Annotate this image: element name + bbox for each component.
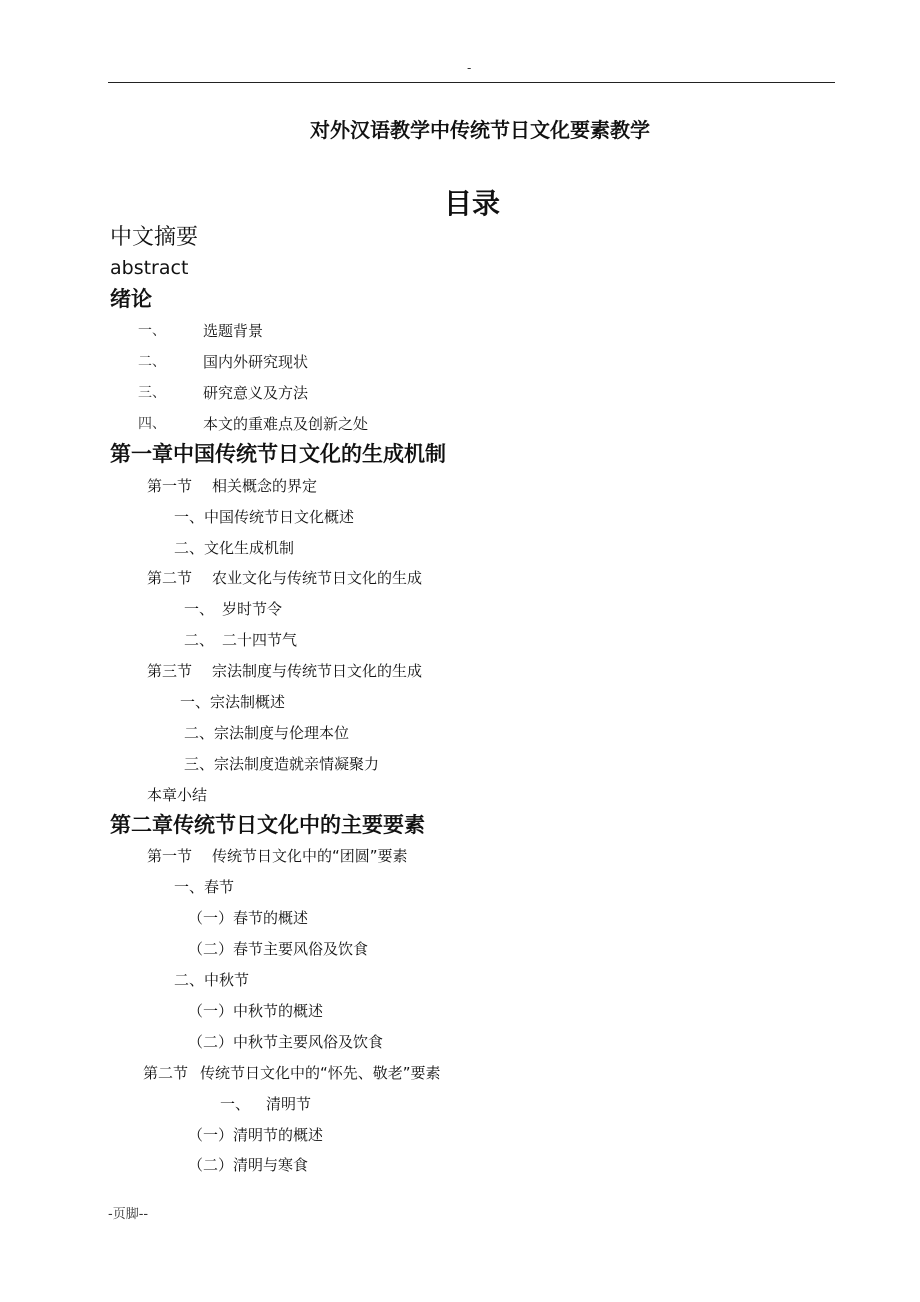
footer-text: -页脚-- (108, 1207, 149, 1222)
toc-entry-ch1-s1-item-1[interactable]: 一、中国传统节日文化概述 (174, 508, 355, 526)
toc-entry-ch1-summary[interactable]: 本章小结 (147, 786, 208, 804)
entry-number: 一、 (138, 323, 166, 339)
section-number: 第二节 (147, 569, 193, 587)
toc-title: 目录 (443, 187, 500, 220)
section-number: 第三节 (147, 662, 193, 680)
entry-text: 清明节 (266, 1095, 312, 1113)
entry-number: 四、 (138, 416, 166, 432)
section-number: 第一节 (147, 477, 193, 495)
section-text: 宗法制度与传统节日文化的生成 (212, 662, 423, 680)
entry-text: 本文的重难点及创新之处 (203, 415, 369, 433)
entry-number: 二、 (184, 631, 215, 649)
entry-text: 选题背景 (203, 322, 264, 340)
section-number: 第二节 (143, 1064, 189, 1082)
section-text: 传统节日文化中的“怀先、敬老”要素 (200, 1064, 441, 1082)
toc-entry-abstract-en[interactable]: abstract (110, 257, 189, 279)
header-mark: - (467, 61, 472, 75)
document-title: 对外汉语教学中传统节日文化要素教学 (310, 118, 650, 142)
entry-text: 二十四节气 (222, 631, 298, 649)
toc-entry-chapter-2[interactable]: 第二章传统节日文化中的主要要素 (110, 813, 425, 837)
entry-number: 一、 (220, 1095, 251, 1113)
toc-entry-ch1-s3-item-3[interactable]: 三、宗法制度造就亲情凝聚力 (184, 755, 380, 773)
toc-entry-ch2-item-midautumn-a[interactable]: （一）中秋节的概述 (188, 1002, 324, 1020)
toc-entry-chapter-1[interactable]: 第一章中国传统节日文化的生成机制 (110, 442, 446, 466)
entry-number: 二、 (138, 354, 166, 370)
toc-entry-ch2-item-qingming-a[interactable]: （一）清明节的概述 (188, 1126, 324, 1144)
toc-entry-abstract-cn[interactable]: 中文摘要 (110, 225, 199, 250)
toc-entry-ch2-item-spring-a[interactable]: （一）春节的概述 (188, 909, 309, 927)
toc-entry-ch2-item-midautumn-b[interactable]: （二）中秋节主要风俗及饮食 (188, 1033, 384, 1051)
section-text: 相关概念的界定 (212, 477, 318, 495)
section-text: 农业文化与传统节日文化的生成 (212, 569, 423, 587)
entry-text: 国内外研究现状 (203, 353, 309, 371)
header-rule (108, 82, 835, 83)
entry-text: 研究意义及方法 (203, 384, 309, 402)
section-number: 第一节 (147, 847, 193, 865)
toc-entry-ch2-item-spring[interactable]: 一、春节 (174, 878, 235, 896)
toc-entry-ch2-item-qingming-b[interactable]: （二）清明与寒食 (188, 1156, 309, 1174)
entry-number: 三、 (138, 385, 166, 401)
toc-entry-ch1-s3-item-1[interactable]: 一、宗法制概述 (180, 693, 286, 711)
entry-number: 一、 (184, 600, 215, 618)
section-text: 传统节日文化中的“团圆”要素 (212, 847, 408, 865)
entry-text: 岁时节令 (222, 600, 283, 618)
toc-entry-ch1-s1-item-2[interactable]: 二、文化生成机制 (174, 539, 295, 557)
toc-entry-intro[interactable]: 绪论 (110, 287, 152, 311)
toc-entry-ch1-s3-item-2[interactable]: 二、宗法制度与伦理本位 (184, 724, 350, 742)
toc-entry-ch2-item-spring-b[interactable]: （二）春节主要风俗及饮食 (188, 940, 369, 958)
toc-entry-ch2-item-midautumn[interactable]: 二、中秋节 (174, 971, 250, 989)
